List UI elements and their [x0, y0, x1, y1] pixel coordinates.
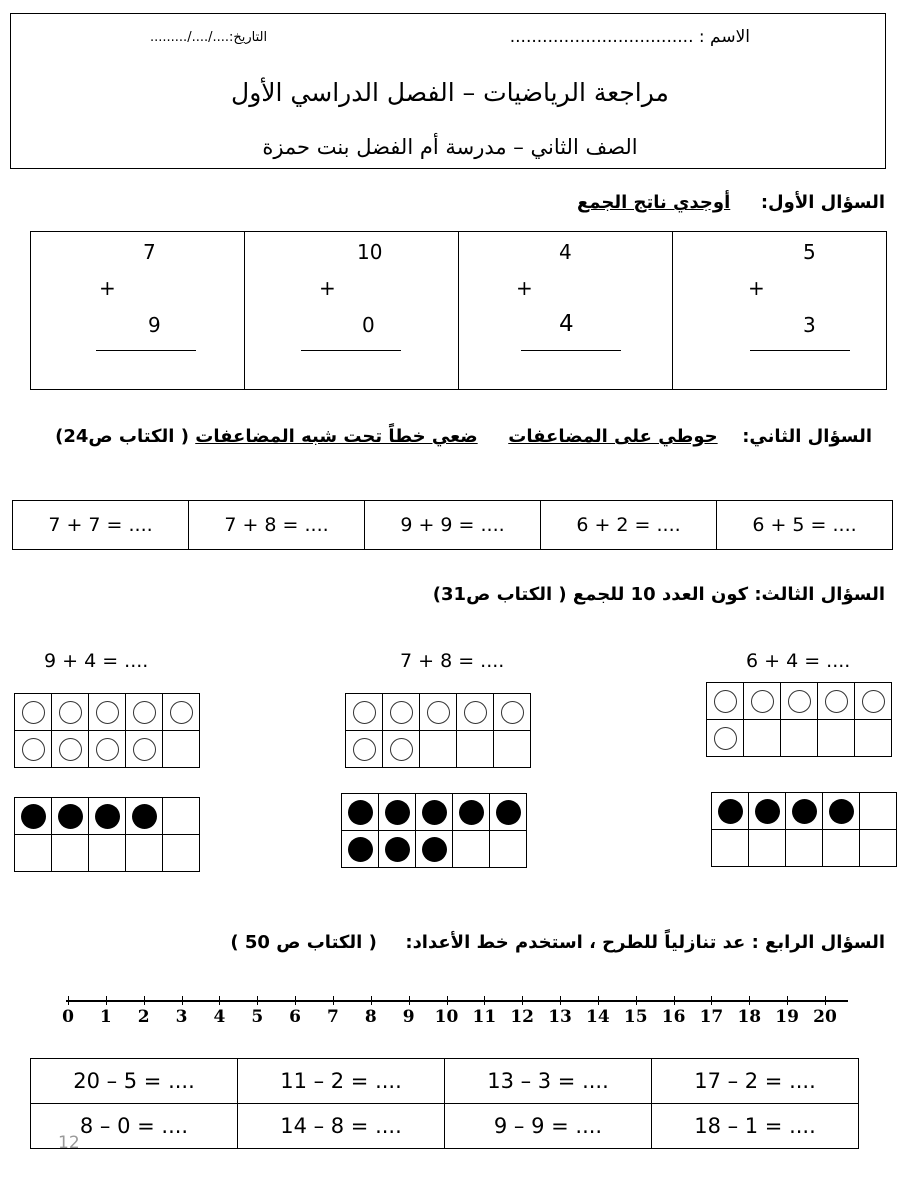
q1-answer-line	[750, 350, 850, 351]
page-number: 12	[58, 1133, 80, 1153]
q1-plus-sign: +	[748, 276, 765, 300]
open-counter	[501, 701, 524, 724]
q1-top-number: 4	[559, 240, 572, 264]
ten-frame-cell	[453, 831, 490, 868]
q4-heading	[230, 932, 885, 953]
number-line-label: 8	[364, 1007, 377, 1027]
ten-frame-cell	[855, 720, 892, 757]
filled-counter	[385, 800, 410, 825]
q1-cell	[31, 232, 245, 390]
number-line-label: 11	[472, 1007, 497, 1027]
ten-frame-cell	[89, 798, 126, 835]
ten-frame-cell	[126, 731, 163, 768]
ten-frame-cell	[163, 694, 200, 731]
q1-bottom-number: 0	[362, 313, 375, 337]
number-line-label: 2	[137, 1007, 150, 1027]
q2-instruction-underline: ضعي خطاً تحت شبه المضاعفات	[195, 426, 478, 447]
ten-frame-cell	[823, 793, 860, 830]
q4-equation: 8 – 0 = ....	[31, 1104, 238, 1149]
ten-frame-open	[345, 693, 531, 768]
filled-counter	[348, 837, 373, 862]
q1-label: السؤال الأول:	[760, 192, 885, 213]
q2-book-ref: ( الكتاب ص24)	[55, 426, 189, 447]
q1-top-number: 5	[803, 240, 816, 264]
ten-frame-cell	[744, 720, 781, 757]
number-line-tick	[484, 996, 485, 1005]
ten-frame-cell	[416, 831, 453, 868]
ten-frame-cell	[383, 731, 420, 768]
q3-label: السؤال الثالث:	[754, 584, 885, 605]
table-row	[31, 1104, 859, 1149]
ten-frame-cell	[346, 694, 383, 731]
ten-frame-cell	[860, 793, 897, 830]
ten-frame-grid	[14, 693, 200, 768]
number-line-tick	[447, 996, 448, 1005]
ten-frame-cell	[126, 835, 163, 872]
ten-frame-cell	[786, 830, 823, 867]
ten-frame-cell	[712, 793, 749, 830]
ten-frame-open	[14, 693, 200, 768]
open-counter	[22, 738, 45, 761]
number-line-tick	[219, 996, 220, 1005]
number-line-tick	[257, 996, 258, 1005]
ten-frame-cell	[494, 731, 531, 768]
ten-frame-cell	[707, 720, 744, 757]
filled-counter	[422, 837, 447, 862]
ten-frame-cell	[818, 720, 855, 757]
q2-table	[12, 500, 893, 550]
ten-frame-filled	[711, 792, 897, 867]
open-counter	[96, 701, 119, 724]
open-counter	[427, 701, 450, 724]
ten-frame-cell	[707, 683, 744, 720]
number-line-tick	[787, 996, 788, 1005]
number-line-tick	[636, 996, 637, 1005]
open-counter	[59, 701, 82, 724]
q3-equation: 7 + 8 = ....	[400, 650, 505, 672]
filled-counter	[58, 804, 83, 829]
ten-frame-cell	[52, 694, 89, 731]
ten-frame-cell	[749, 830, 786, 867]
q1-top-number: 10	[357, 240, 383, 264]
ten-frame-grid	[341, 793, 527, 868]
ten-frame-cell	[342, 794, 379, 831]
q2-equation: 7 + 8 = ....	[189, 501, 365, 550]
ten-frame-cell	[860, 830, 897, 867]
number-line-label: 0	[62, 1007, 74, 1027]
number-line-tick	[749, 996, 750, 1005]
number-line-label: 4	[213, 1007, 226, 1027]
ten-frame-cell	[52, 731, 89, 768]
filled-counter	[21, 804, 46, 829]
open-counter	[133, 701, 156, 724]
ten-frame-cell	[818, 683, 855, 720]
ten-frame-cell	[781, 683, 818, 720]
open-counter	[714, 690, 737, 713]
filled-counter	[792, 799, 817, 824]
number-line-label: 1	[99, 1007, 112, 1027]
q2-heading	[55, 426, 872, 447]
open-counter	[133, 738, 156, 761]
filled-counter	[95, 804, 120, 829]
q1-plus-sign: +	[516, 276, 533, 300]
number-line-label: 15	[623, 1007, 648, 1027]
ten-frame-cell	[163, 835, 200, 872]
ten-frame-cell	[823, 830, 860, 867]
number-line-label: 3	[175, 1007, 188, 1027]
ten-frame-cell	[494, 694, 531, 731]
ten-frame-filled	[341, 793, 527, 868]
number-line-tick	[295, 996, 296, 1005]
number-line-label: 12	[510, 1007, 535, 1027]
q4-equation: 18 – 1 = ....	[652, 1104, 859, 1149]
open-counter	[59, 738, 82, 761]
ten-frame-cell	[749, 793, 786, 830]
filled-counter	[829, 799, 854, 824]
number-line-label: 20	[813, 1007, 837, 1027]
number-line-tick	[522, 996, 523, 1005]
q4-equation: 14 – 8 = ....	[238, 1104, 445, 1149]
q3-equation: 6 + 4 = ....	[746, 650, 851, 672]
ten-frame-grid	[14, 797, 200, 872]
q1-table	[30, 231, 887, 390]
q4-book-ref: ( الكتاب ص 50 )	[230, 932, 377, 953]
filled-counter	[132, 804, 157, 829]
ten-frame-cell	[379, 831, 416, 868]
q4-table	[30, 1058, 859, 1149]
ten-frame-cell	[420, 694, 457, 731]
ten-frame-cell	[379, 794, 416, 831]
q1-answer-line	[96, 350, 196, 351]
ten-frame-cell	[786, 793, 823, 830]
q1-bottom-number: 4	[559, 311, 574, 337]
table-row	[31, 1059, 859, 1104]
number-line-axis	[66, 1000, 848, 1002]
number-line-tick	[106, 996, 107, 1005]
open-counter	[170, 701, 193, 724]
number-line-tick	[598, 996, 599, 1005]
ten-frame-cell	[52, 835, 89, 872]
ten-frame-filled	[14, 797, 200, 872]
ten-frame-cell	[490, 831, 527, 868]
ten-frame-grid	[345, 693, 531, 768]
filled-counter	[422, 800, 447, 825]
filled-counter	[496, 800, 521, 825]
q2-equation: 6 + 5 = ....	[717, 501, 893, 550]
ten-frame-cell	[383, 694, 420, 731]
open-counter	[353, 738, 376, 761]
filled-counter	[385, 837, 410, 862]
q2-equation: 6 + 2 = ....	[541, 501, 717, 550]
ten-frame-cell	[416, 794, 453, 831]
q4-equation: 13 – 3 = ....	[445, 1059, 652, 1104]
ten-frame-grid	[711, 792, 897, 867]
ten-frame-cell	[15, 694, 52, 731]
open-counter	[353, 701, 376, 724]
q1-plus-sign: +	[319, 276, 336, 300]
number-line-label: 19	[775, 1007, 799, 1027]
number-line-tick	[333, 996, 334, 1005]
number-line-tick	[674, 996, 675, 1005]
ten-frame-cell	[15, 798, 52, 835]
number-line-tick	[825, 996, 826, 1005]
ten-frame-cell	[457, 731, 494, 768]
ten-frame-cell	[346, 731, 383, 768]
q1-cell	[245, 232, 459, 390]
q1-heading	[577, 192, 885, 213]
ten-frame-cell	[89, 731, 126, 768]
ten-frame-cell	[781, 720, 818, 757]
open-counter	[390, 701, 413, 724]
ten-frame-cell	[712, 830, 749, 867]
q3-instruction: كون العدد 10 للجمع ( الكتاب ص31)	[432, 584, 749, 605]
number-line-tick	[371, 996, 372, 1005]
open-counter	[788, 690, 811, 713]
name-field-label: الاسم : ..................................	[509, 27, 750, 47]
ten-frame-cell	[126, 694, 163, 731]
number-line-label: 9	[402, 1007, 415, 1027]
q1-instruction: أوجدي ناتج الجمع	[576, 192, 731, 213]
ten-frame-cell	[453, 794, 490, 831]
page-subtitle: الصف الثاني – مدرسة أم الفضل بنت حمزة	[262, 135, 638, 159]
number-line-label: 14	[586, 1007, 610, 1027]
q4-equation: 20 – 5 = ....	[31, 1059, 238, 1104]
ten-frame-cell	[490, 794, 527, 831]
ten-frame-cell	[126, 798, 163, 835]
ten-frame-cell	[342, 831, 379, 868]
ten-frame-cell	[855, 683, 892, 720]
q3-equation: 9 + 4 = ....	[44, 650, 149, 672]
ten-frame-open	[706, 682, 892, 757]
number-line-tick	[68, 996, 69, 1005]
ten-frame-cell	[744, 683, 781, 720]
filled-counter	[718, 799, 743, 824]
open-counter	[862, 690, 885, 713]
ten-frame-cell	[89, 835, 126, 872]
page-title: مراجعة الرياضيات – الفصل الدراسي الأول	[231, 78, 669, 107]
q1-answer-line	[301, 350, 401, 351]
ten-frame-cell	[15, 835, 52, 872]
q2-instruction-circle: حوطي على المضاعفات	[508, 426, 718, 447]
q1-bottom-number: 9	[148, 313, 161, 337]
date-field-label: التاريخ:..../..../.........	[150, 30, 268, 45]
number-line-label: 5	[251, 1007, 264, 1027]
ten-frame-cell	[420, 731, 457, 768]
ten-frame-cell	[15, 731, 52, 768]
q1-cell	[459, 232, 673, 390]
q4-equation: 17 – 2 = ....	[652, 1059, 859, 1104]
open-counter	[751, 690, 774, 713]
number-line-tick	[409, 996, 410, 1005]
number-line-tick	[711, 996, 712, 1005]
ten-frame-cell	[457, 694, 494, 731]
ten-frame-grid	[706, 682, 892, 757]
number-line-label: 10	[434, 1007, 459, 1027]
q2-equation: 9 + 9 = ....	[365, 501, 541, 550]
q4-equation: 11 – 2 = ....	[238, 1059, 445, 1104]
number-line-tick	[144, 996, 145, 1005]
q1-top-number: 7	[143, 240, 156, 264]
open-counter	[96, 738, 119, 761]
open-counter	[22, 701, 45, 724]
number-line-label: 13	[548, 1007, 572, 1027]
q1-bottom-number: 3	[803, 313, 816, 337]
open-counter	[714, 727, 737, 750]
q1-plus-sign: +	[99, 276, 116, 300]
number-line-label: 18	[737, 1007, 762, 1027]
open-counter	[464, 701, 487, 724]
number-line-label: 6	[289, 1007, 302, 1027]
q4-instruction: عد تنازلياً للطرح ، استخدم خط الأعداد:	[405, 932, 746, 953]
q4-equation: 9 – 9 = ....	[445, 1104, 652, 1149]
q1-answer-line	[521, 350, 621, 351]
q4-label: السؤال الرابع :	[751, 932, 885, 953]
number-line-tick	[182, 996, 183, 1005]
q2-label: السؤال الثاني:	[742, 426, 872, 447]
ten-frame-cell	[52, 798, 89, 835]
number-line-label: 7	[327, 1007, 339, 1027]
filled-counter	[459, 800, 484, 825]
filled-counter	[348, 800, 373, 825]
ten-frame-cell	[163, 798, 200, 835]
q3-heading	[433, 584, 885, 605]
open-counter	[825, 690, 848, 713]
open-counter	[390, 738, 413, 761]
number-line-label: 17	[699, 1007, 724, 1027]
ten-frame-cell	[89, 694, 126, 731]
number-line-tick	[560, 996, 561, 1005]
ten-frame-cell	[163, 731, 200, 768]
number-line-label: 16	[661, 1007, 686, 1027]
q1-cell	[673, 232, 887, 390]
q2-equation: 7 + 7 = ....	[13, 501, 189, 550]
filled-counter	[755, 799, 780, 824]
